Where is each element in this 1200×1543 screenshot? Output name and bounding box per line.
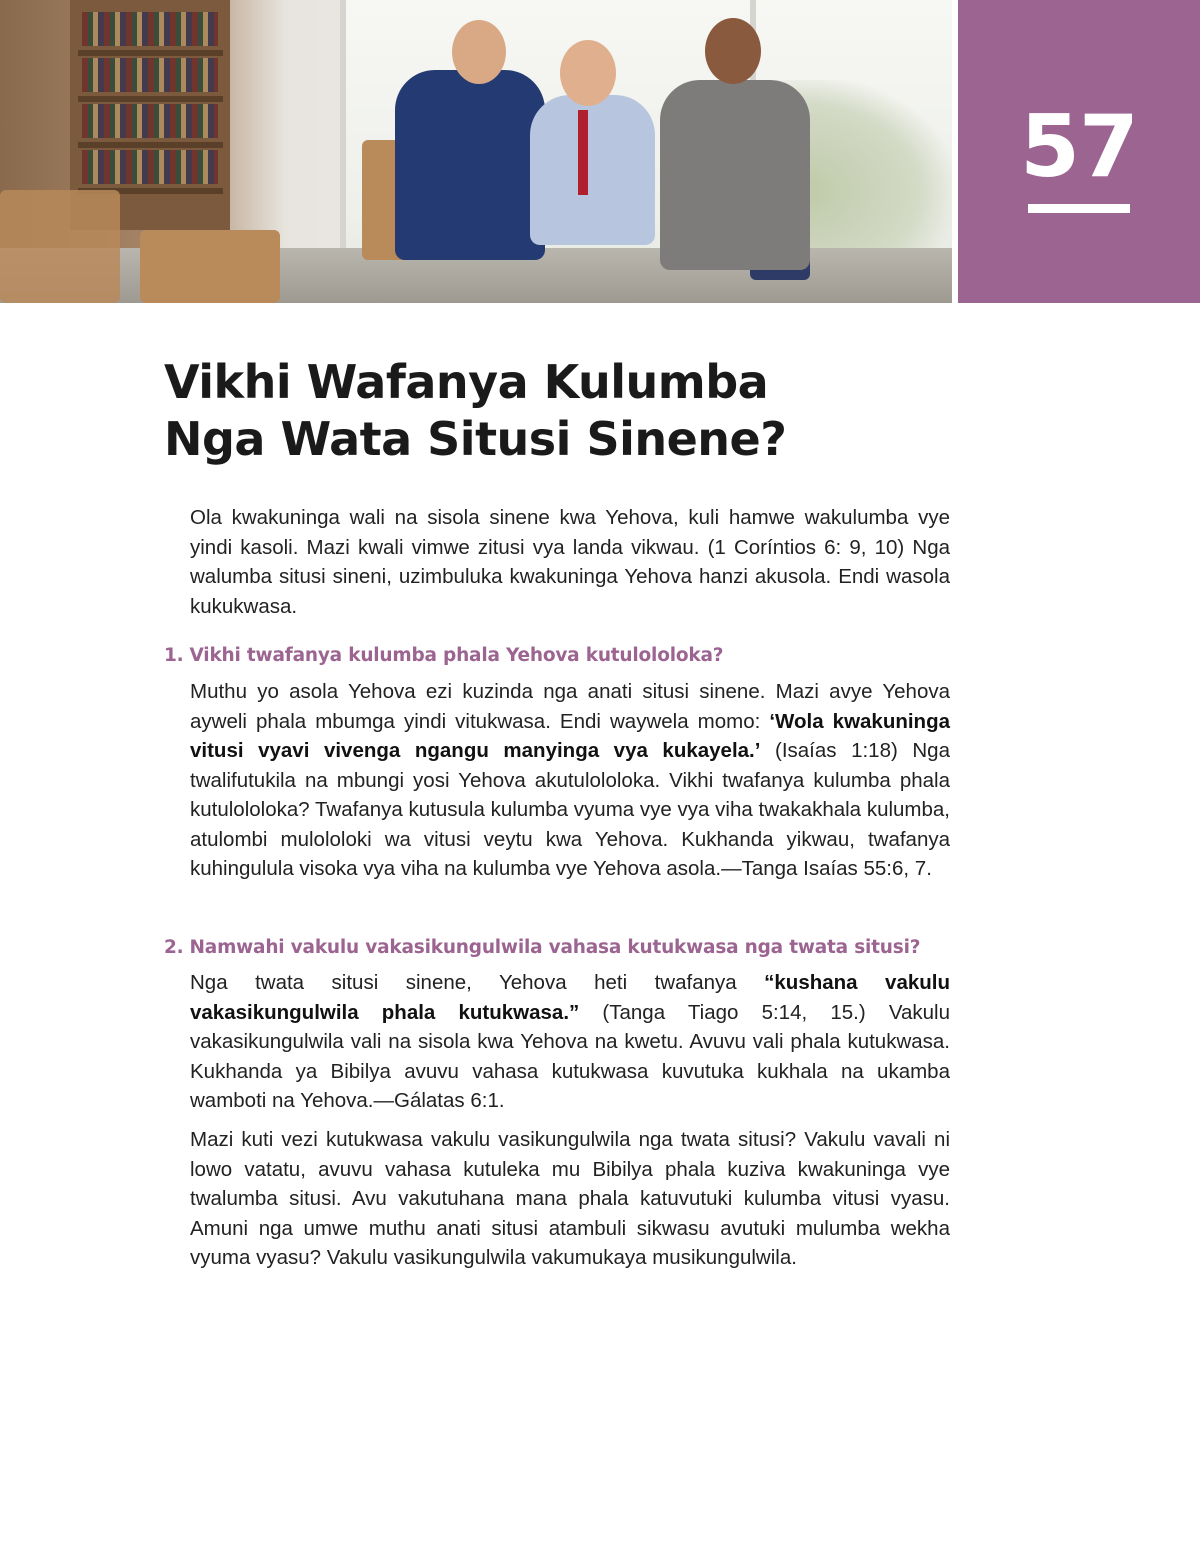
question-1 xyxy=(164,643,964,669)
page-title xyxy=(164,354,964,468)
page-title-line-1: Vikhi Wafanya Kulumba xyxy=(164,355,769,409)
chapter-number: 57 xyxy=(1020,97,1138,197)
intro-paragraph: Ola kwakuninga wali na sisola sinene kwa Yehova, kuli hamwe wakulumba vye yindi kasoli. Mazi kwali vimwe zitusi vya landa vikwau. (1 Coríntios 6: 9, 10) Nga walumba situsi sineni, uzimbuluka kwakuninga Yehova hanzi akusola. Endi wasola kukukwasa. xyxy=(190,506,950,618)
chapter-panel xyxy=(958,0,1200,303)
question-2-number: 2. xyxy=(164,937,184,958)
question-1-text: Vikhi twafanya kulumba phala Yehova kutulololoka? xyxy=(189,645,724,666)
scripture-quote-james: “kushana vakulu vakasikungulwila phala kutukwasa.” xyxy=(190,971,950,1024)
question-2-text: Namwahi vakulu vakasikungulwila vahasa kutukwasa nga twata situsi? xyxy=(189,937,921,958)
section-1-paragraph: Muthu yo asola Yehova ezi kuzinda nga anati situsi sinene. Mazi avye Yehova ayweli phala mbumga yindi vitukwasa. Endi waywela momo: ‘Wola kwakuninga vitusi vyavi vivenga ngangu manyinga vya kukayela.’ (Isaías 1:18) Nga twalifutukila na mbungi yosi Yehova akutulololoka. Vikhi twafanya kulumba phala kutulololoka? Twafanya kutusula kulumba vyuma vye vya viha twakakhala kulumba, atulombi mulololoki wa vitusi veytu kwa Yehova. Kukhanda yikwau, twafanya kuhingulula visoka vya viha na kulumba vye Yehova asola.—Tanga Isaías 55:6, 7. xyxy=(190,680,951,880)
person-left xyxy=(395,70,545,260)
header-photo xyxy=(0,0,952,303)
chapter-rule xyxy=(1028,204,1130,213)
section-2-paragraph-2: Mazi kuti vezi kutukwasa vakulu vasikungulwila nga twata situsi? Vakulu vavali ni lowo vatatu, avuvu vahasa kutuleka mu Bibilya phala kuziva kwakuninga vye twalumba situsi. Avu vakutuhana mana phala katuvutuki kulumba vitusi vyasu. Amuni nga umwe muthu anati situsi atambuli sikwasu avutuki mulumba wekha vyuma vyasu? Vakulu vasikungulwila vakumukaya musikungulwila. xyxy=(190,1128,950,1269)
person-center xyxy=(530,95,655,245)
page-title-line-2: Nga Wata Situsi Sinene? xyxy=(164,412,787,466)
scripture-quote-isaiah: ‘Wola kwakuninga vitusi vyavi vivenga ngangu manyinga vya kukayela.’ xyxy=(190,709,951,762)
person-right xyxy=(660,80,810,270)
question-2 xyxy=(164,935,964,961)
section-2-paragraph-1: Nga twata situsi sinene, Yehova heti twafanya “kushana vakulu vakasikungulwila phala kutukwasa.” (Tanga Tiago 5:14, 15.) Vakulu vakasikungulwila vali na sisola kwa Yehova na kwetu. Avuvu vali phala kutukwasa. Kukhanda ya Bibilya avuvu vahasa kutukwasa kuvutuka kukhala na ukamba wamboti na Yehova.—Gálatas 6:1. xyxy=(190,971,950,1112)
question-1-number: 1. xyxy=(164,645,184,666)
